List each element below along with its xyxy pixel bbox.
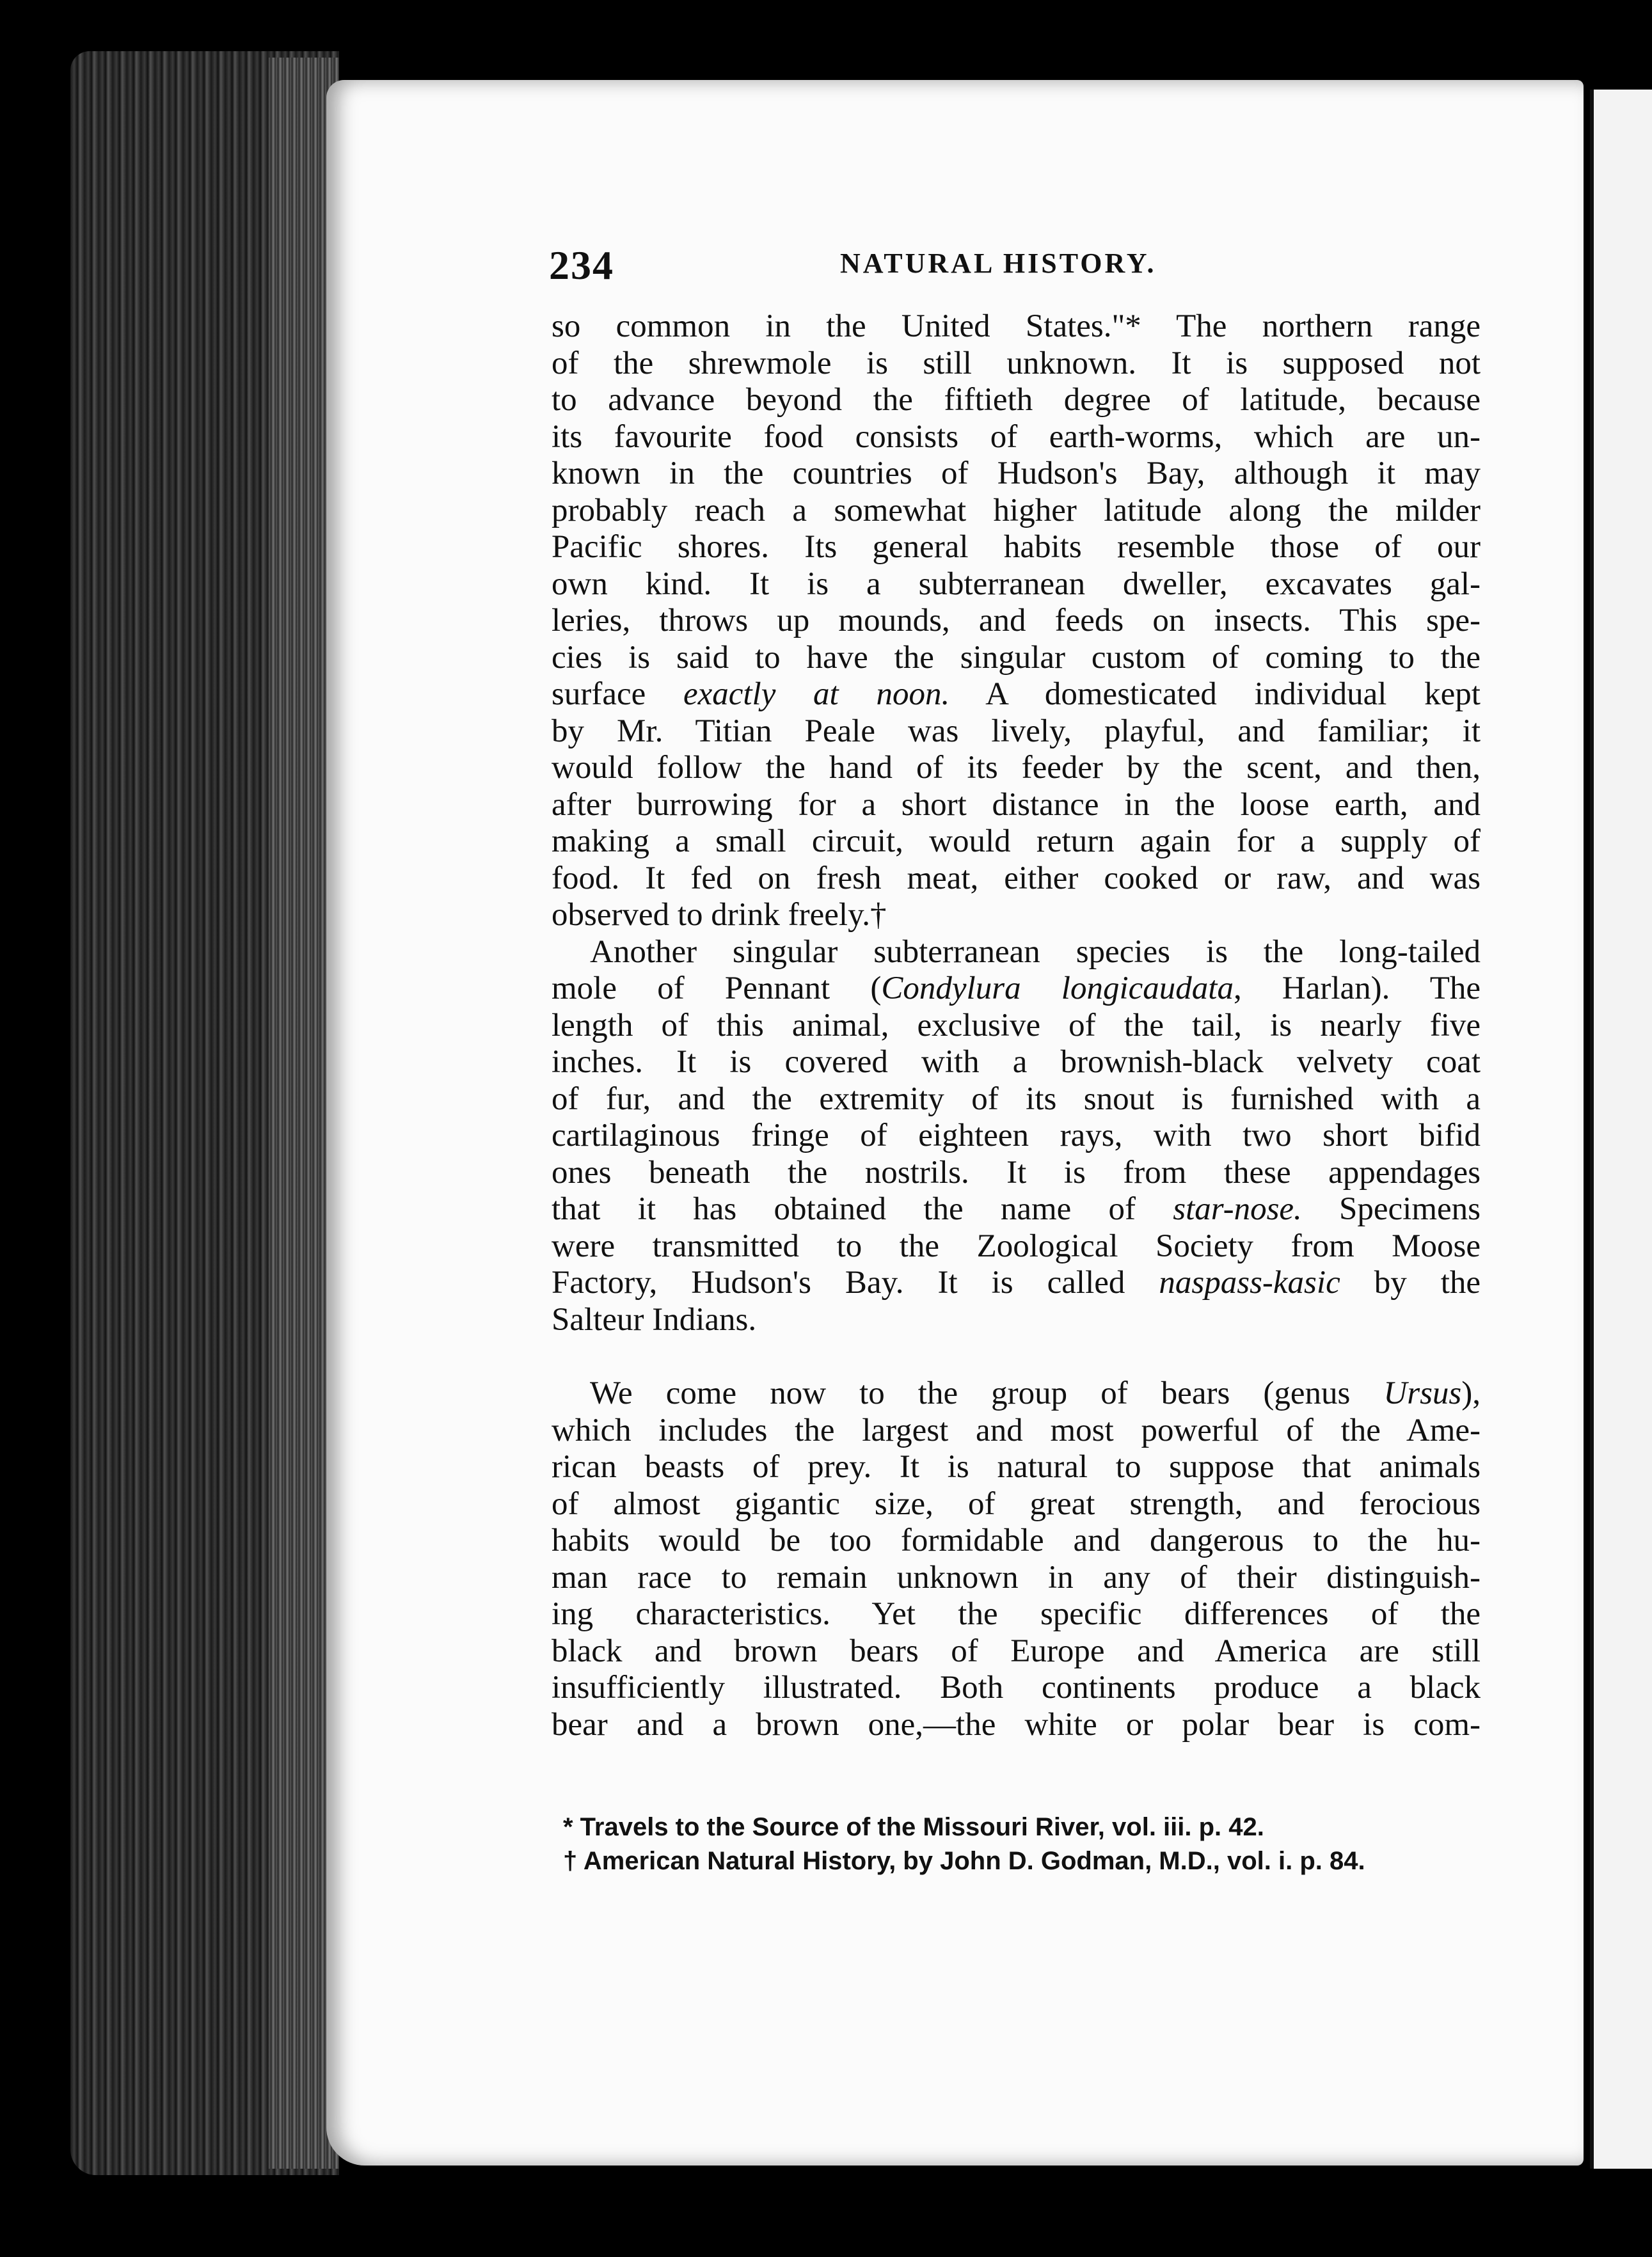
italic-phrase: exactly at noon. (683, 676, 950, 712)
text-line: Salteur Indians. (552, 1301, 757, 1338)
italic-phrase: Condylura longicaudata (881, 970, 1234, 1006)
text-run: mole of Pennant ( (552, 970, 882, 1006)
text-line: rican beasts of prey. It is natural to suppose that animals (552, 1449, 1481, 1485)
text-line: Pacific shores. Its general habits resemble those of our (552, 529, 1481, 565)
text-line: to advance beyond the fiftieth degree of latitude, because (552, 382, 1481, 418)
text-line (552, 1375, 1481, 1413)
text-run: We come now to the group of bears (genus (590, 1375, 1384, 1411)
text-line: its favourite food consists of earth-worms, which are un- (552, 418, 1481, 455)
text-line (552, 970, 1481, 1008)
text-line: probably reach a somewhat higher latitude along the milder (552, 492, 1481, 528)
italic-phrase: naspass-kasic (1159, 1265, 1340, 1301)
paragraph-bears (552, 1375, 1481, 1743)
page-header (549, 242, 1483, 287)
text-run: by the (1340, 1265, 1481, 1301)
text-line: known in the countries of Hudson's Bay, although it may (552, 455, 1481, 491)
text-run: that it has obtained the name of (552, 1191, 1173, 1227)
text-line: observed to drink freely.† (552, 897, 887, 933)
text-line: length of this animal, exclusive of the tail, is nearly five (552, 1007, 1481, 1043)
text-run: Factory, Hudson's Bay. It is called (552, 1265, 1159, 1301)
body-text (552, 308, 1481, 1743)
footnote: * Travels to the Source of the Missouri River, vol. iii. p. 42. (563, 1813, 1264, 1841)
text-run: Specimens (1301, 1191, 1481, 1227)
text-line: insufficiently illustrated. Both continents produce a black (552, 1670, 1481, 1706)
text-line: Another singular subterranean species is the long-tailed (590, 933, 1481, 970)
text-run: , Harlan). The (1233, 970, 1481, 1006)
footnote: † American Natural History, by John D. Godman, M.D., vol. i. p. 84. (563, 1847, 1365, 1875)
text-line: which includes the largest and most powerful of the Ame- (552, 1412, 1481, 1448)
text-line: ing characteristics. Yet the specific differences of the (552, 1596, 1481, 1632)
text-line: black and brown bears of Europe and America are still (552, 1633, 1481, 1669)
italic-phrase: star-nose. (1173, 1191, 1302, 1227)
paragraph-shrewmole (552, 308, 1481, 934)
text-line: cartilaginous fringe of eighteen rays, with two short bifid (552, 1118, 1481, 1153)
text-line: of fur, and the extremity of its snout is furnished with a (552, 1081, 1481, 1117)
text-line: making a small circuit, would return again for a supply of (552, 823, 1481, 859)
text-line (552, 1191, 1481, 1228)
text-line: bear and a brown one,—the white or polar bear is com- (552, 1706, 1481, 1743)
text-line: after burrowing for a short distance in the loose earth, and (552, 786, 1481, 823)
text-line: man race to remain unknown in any of their distinguish- (552, 1559, 1481, 1596)
text-line: of the shrewmole is still unknown. It is supposed not (552, 345, 1481, 381)
text-line: own kind. It is a subterranean dweller, excavates gal- (552, 566, 1481, 602)
text-line: leries, throws up mounds, and feeds on insects. This spe- (552, 603, 1481, 638)
text-line: food. It fed on fresh meat, either cooked or raw, and was (552, 860, 1481, 896)
text-line (552, 1265, 1481, 1302)
italic-phrase: Ursus (1383, 1375, 1462, 1411)
text-line: so common in the United States."* The northern range (552, 308, 1481, 344)
text-line: of almost gigantic size, of great strength, and ferocious (552, 1485, 1481, 1522)
text-line: cies is said to have the singular custom of coming to the (552, 639, 1481, 676)
text-run: ), (1461, 1375, 1481, 1411)
text-line: were transmitted to the Zoological Society from Moose (552, 1228, 1481, 1264)
text-run: surface (552, 676, 683, 712)
running-head: NATURAL HISTORY. (840, 248, 1157, 279)
text-line: would follow the hand of its feeder by the scent, and then, (552, 750, 1481, 786)
text-line: by Mr. Titian Peale was lively, playful, and familiar; it (552, 713, 1481, 749)
text-line: inches. It is covered with a brownish-black velvety coat (552, 1044, 1481, 1080)
text-line: habits would be too formidable and dangerous to the hu- (552, 1523, 1481, 1558)
section-gap (552, 1338, 1481, 1375)
text-line (552, 676, 1481, 713)
facing-page-edge (1590, 90, 1652, 2169)
text-line: ones beneath the nostrils. It is from these appendages (552, 1154, 1481, 1191)
footnotes (563, 1810, 1472, 1878)
text-run: A domesticated individual kept (949, 676, 1481, 712)
page-number: 234 (549, 242, 614, 288)
paragraph-star-nose (552, 934, 1481, 1339)
